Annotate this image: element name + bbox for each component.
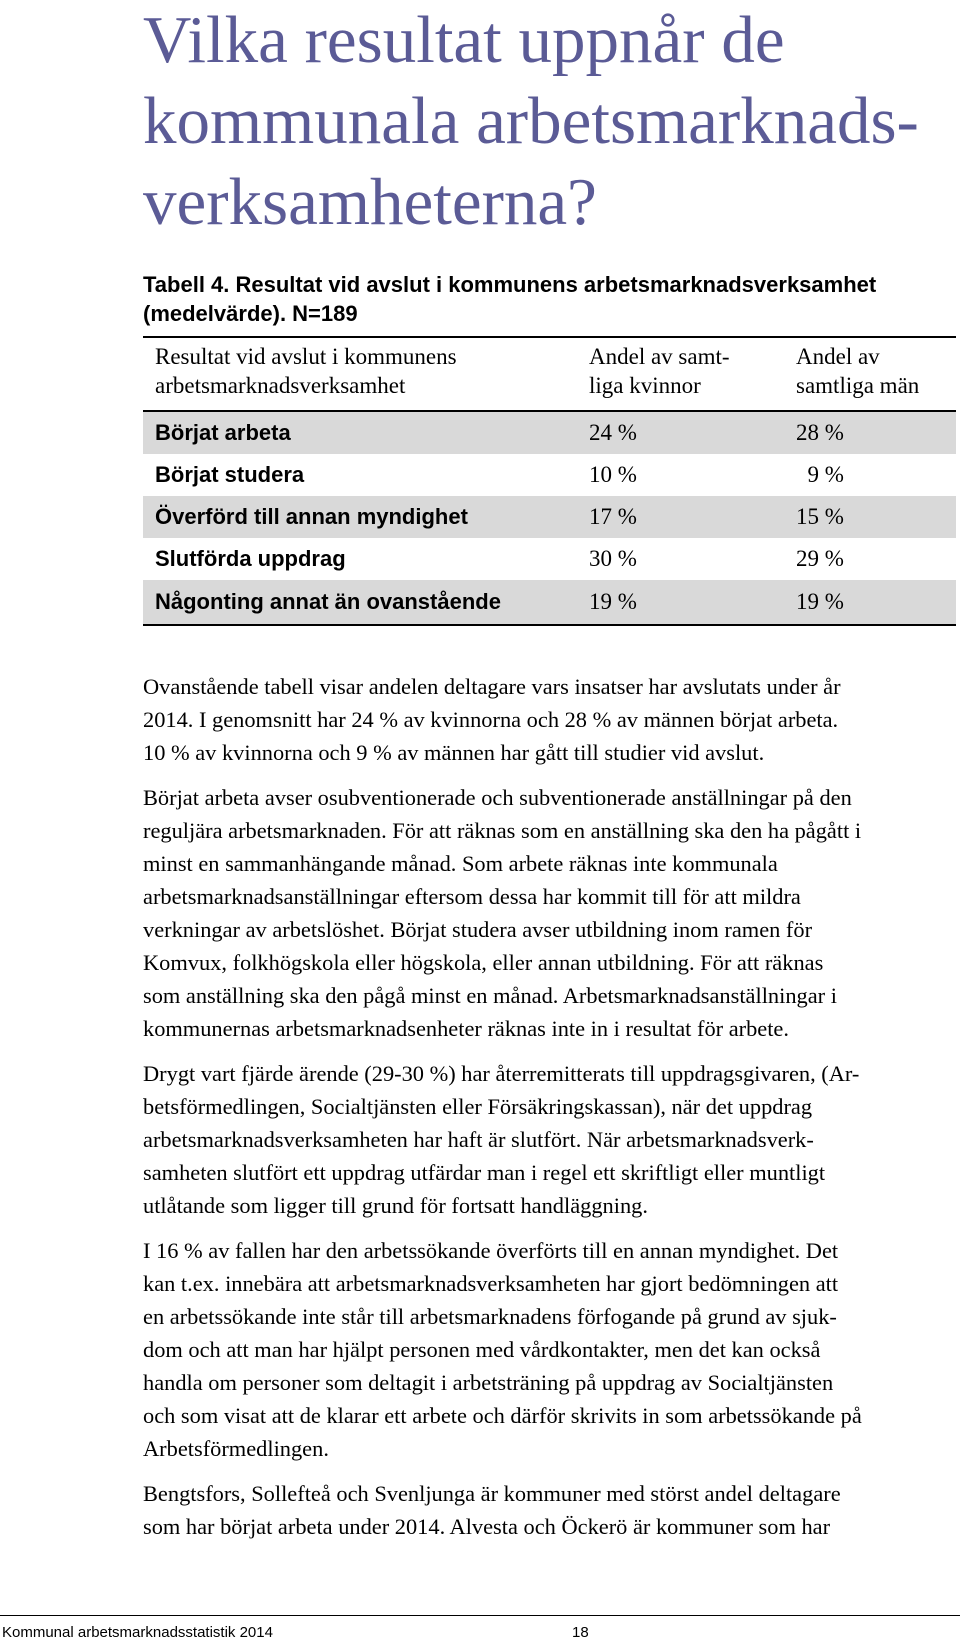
table-row (143, 496, 956, 538)
text-line: samheten slutfört ett uppdrag utfärdar man i regel ett skriftligt eller muntligt (143, 1160, 826, 1185)
text-line: handla om personer som deltagit i arbetsträning på uppdrag av Socialtjänsten (143, 1370, 834, 1395)
women-value: 30 % (589, 546, 637, 571)
row-label: Börjat studera (155, 462, 305, 487)
paragraph (143, 1057, 955, 1222)
title-line: Vilka resultat uppnår de (143, 3, 785, 77)
caption-line: Tabell 4. Resultat vid avslut i kommunens arbetsmarknadsverksamhet (143, 272, 877, 297)
text-line: reguljära arbetsmarknaden. För att räknas som en anställning ska den ha pågått i (143, 818, 862, 843)
text-line: en arbetssökande inte står till arbetsmarknadens förfogande på grund av sjuk- (143, 1304, 837, 1329)
women-value: 19 % (577, 580, 784, 625)
men-value: 15 % (784, 496, 956, 538)
page-number: 18 (572, 1624, 589, 1641)
men-value: 19 % (784, 580, 956, 625)
caption-line: (medelvärde). N=189 (143, 301, 358, 326)
text-line: Ovanstående tabell visar andelen deltagare vars insatser har avslutats under år (143, 674, 841, 699)
text-line: Bengtsfors, Sollefteå och Svenljunga är kommuner med störst andel deltagare (143, 1481, 841, 1506)
text-line: som anställning ska den pågå minst en månad. Arbetsmarknadsanställningar i (143, 983, 837, 1008)
text-line: utlåtande som ligger till grund för fortsatt handläggning. (143, 1193, 648, 1218)
text-line: arbetsmarknadsanställningar eftersom dessa har kommit till för att mildra (143, 884, 801, 909)
text-line: Börjat arbeta avser osubventionerade och subventionerade anställningar på den (143, 785, 852, 810)
results-table (143, 336, 956, 626)
table-row (143, 454, 956, 496)
table-header-row (143, 337, 956, 411)
text-line: 2014. I genomsnitt har 24 % av kvinnorna och 28 % av männen börjat arbeta. (143, 707, 839, 732)
paragraph (143, 670, 955, 769)
body-text (143, 670, 955, 1555)
header-men-column (784, 337, 956, 411)
header-line: Andel av (796, 344, 880, 369)
text-line: Drygt vart fjärde ärende (29-30 %) har återremitterats till uppdragsgivaren, (Ar- (143, 1061, 860, 1086)
women-value: 17 % (577, 496, 784, 538)
paragraph (143, 1234, 955, 1465)
text-line: minst en sammanhängande månad. Som arbete räknas inte kommunala (143, 851, 778, 876)
header-line: liga kvinnor (589, 373, 701, 398)
header-line: Andel av samt- (589, 344, 730, 369)
text-line: betsförmedlingen, Socialtjänsten eller Försäkringskassan), när det uppdrag (143, 1094, 813, 1119)
text-line: I 16 % av fallen har den arbetssökande överförts till en annan myndighet. Det (143, 1238, 839, 1263)
row-label: Slutförda uppdrag (155, 546, 346, 571)
header-line: Resultat vid avslut i kommunens (155, 344, 457, 369)
men-value: 28 % (784, 411, 956, 454)
page-title (143, 0, 943, 243)
text-line: verkningar av arbetslöshet. Börjat studera avser utbildning inom ramen för (143, 917, 813, 942)
women-value: 24 % (577, 411, 784, 454)
text-line: Arbetsförmedlingen. (143, 1436, 329, 1461)
header-women-column (577, 337, 784, 411)
header-line: samtliga män (796, 373, 920, 398)
table-row (143, 538, 956, 580)
text-line: 10 % av kvinnorna och 9 % av männen har gått till studier vid avslut. (143, 740, 765, 765)
table-caption (143, 270, 943, 328)
title-line: verksamheterna? (143, 165, 597, 239)
paragraph (143, 1477, 955, 1543)
table-row (143, 411, 956, 454)
footer-document-title: Kommunal arbetsmarknadsstatistik 2014 (2, 1624, 273, 1641)
footer-divider (0, 1615, 960, 1616)
men-value: 29 % (796, 546, 844, 571)
text-line: Komvux, folkhögskola eller högskola, eller annan utbildning. För att räknas (143, 950, 824, 975)
text-line: och som visat att de klarar ett arbete och därför skrivits in som arbetssökande på (143, 1403, 862, 1428)
title-line: kommunala arbetsmarknads- (143, 84, 919, 158)
row-label: Börjat arbeta (143, 411, 577, 454)
paragraph (143, 781, 955, 1045)
text-line: kommunernas arbetsmarknadsenheter räknas inte in i resultat för arbete. (143, 1016, 789, 1041)
page-footer (0, 1618, 960, 1643)
row-label: Överförd till annan myndighet (143, 496, 577, 538)
header-line: arbetsmarknadsverksamhet (155, 373, 406, 398)
text-line: kan t.ex. innebära att arbetsmarknadsverksamheten har gjort bedömningen att (143, 1271, 839, 1296)
text-line: dom och att man har hjälpt personen med vårdkontakter, men det kan också (143, 1337, 821, 1362)
header-result-column (143, 337, 577, 411)
women-value: 10 % (589, 462, 637, 487)
men-value: 9 % (796, 462, 844, 487)
table-row (143, 580, 956, 625)
text-line: som har börjat arbeta under 2014. Alvesta och Öckerö är kommuner som har (143, 1514, 831, 1539)
text-line: arbetsmarknadsverksamheten har haft är slutfört. När arbetsmarknadsverk- (143, 1127, 814, 1152)
row-label: Någonting annat än ovanstående (143, 580, 577, 625)
